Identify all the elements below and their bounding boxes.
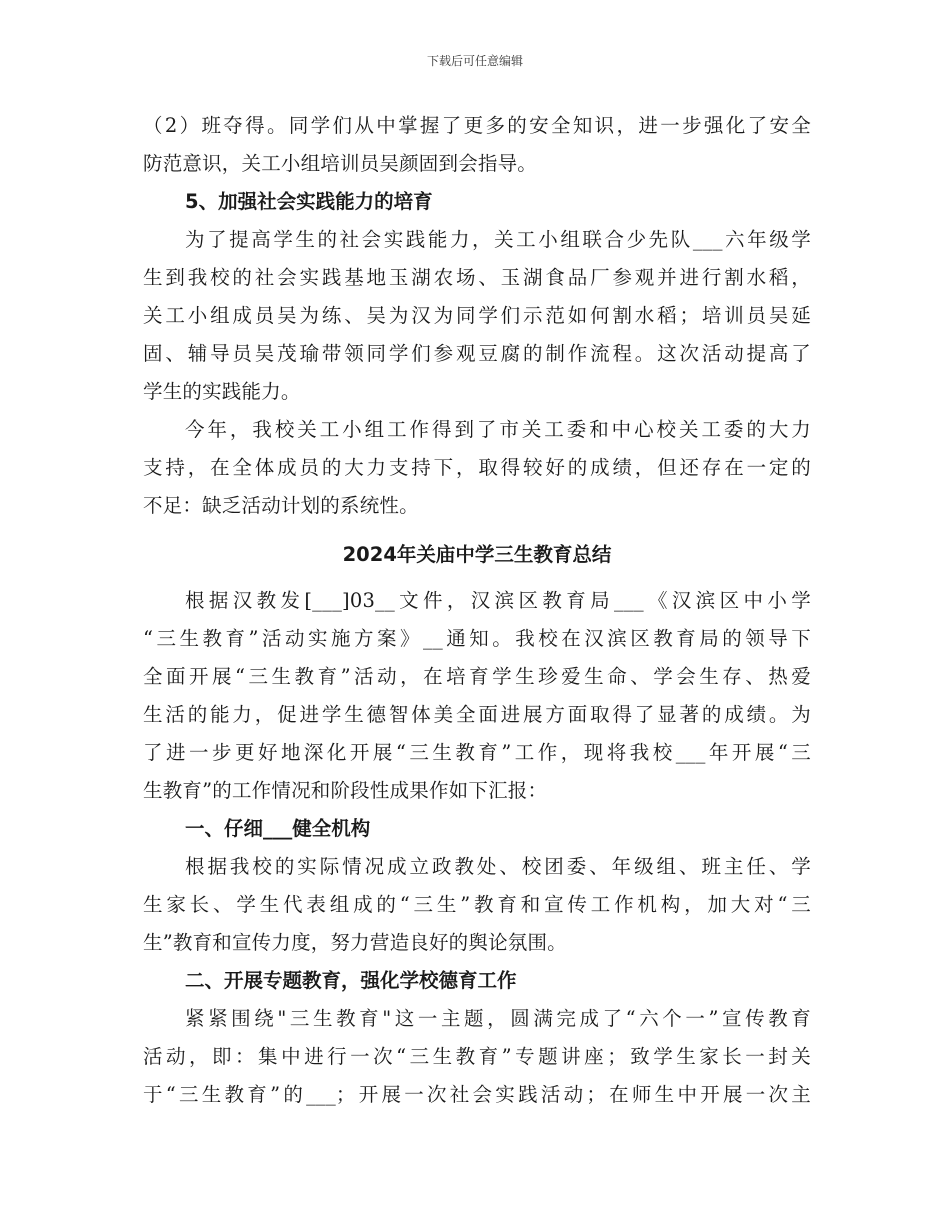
text-line: 根据我校的实际情况成立政教处、校团委、年级组、班主任、学 [185, 855, 811, 878]
text-line: 关工小组成员吴为练、吴为汉为同学们示范如何割水稻；培训员吴延 [143, 304, 811, 327]
text-line: 支持，在全体成员的大力支持下，取得较好的成绩，但还存在一定的 [143, 456, 811, 479]
section-heading-2: 二、开展专题教育，强化学校德育工作 [185, 969, 517, 992]
section-heading-1: 一、仔细___健全机构 [185, 817, 371, 840]
text-line: （2）班夺得。同学们从中掌握了更多的安全知识，进一步强化了安全 [143, 114, 811, 137]
text-line: 不足：缺乏活动计划的系统性。 [143, 494, 419, 517]
text-line: 了进一步更好地深化开展“三生教育”工作，现将我校___年开展“三 [143, 741, 811, 764]
text-line: 于“三生教育”的___；开展一次社会实践活动；在师生中开展一次主 [143, 1083, 811, 1106]
text-line: 紧紧围绕"三生教育"这一主题，圆满完成了“六个一”宣传教育 [185, 1007, 811, 1030]
text-line: 根据汉教发[___]03__文件，汉滨区教育局___《汉滨区中小学 [185, 589, 811, 612]
text-line: 活动，即：集中进行一次“三生教育”专题讲座；致学生家长一封关 [143, 1045, 811, 1068]
text-line: 生活的能力，促进学生德智体美全面进展方面取得了显著的成绩。为 [143, 703, 811, 726]
section-heading-5: 5、加强社会实践能力的培育 [185, 190, 433, 213]
document-title: 2024年关庙中学三生教育总结 [342, 543, 612, 566]
text-line: 今年，我校关工小组工作得到了市关工委和中心校关工委的大力 [185, 418, 811, 441]
text-line: 生到我校的社会实践基地玉湖农场、玉湖食品厂参观并进行割水稻， [143, 266, 811, 289]
text-line: 学生的实践能力。 [143, 380, 301, 403]
text-line: 防范意识，关工小组培训员吴颜固到会指导。 [143, 152, 538, 175]
text-line: 固、辅导员吴茂瑜带领同学们参观豆腐的制作流程。这次活动提高了 [143, 342, 811, 365]
text-line: 生教育”的工作情况和阶段性成果作如下汇报： [143, 779, 548, 802]
text-line: 为了提高学生的社会实践能力，关工小组联合少先队___六年级学 [185, 228, 811, 251]
document-body [143, 107, 811, 1114]
text-line: “三生教育”活动实施方案》__通知。我校在汉滨区教育局的领导下 [143, 627, 811, 650]
text-line: 全面开展“三生教育”活动，在培育学生珍爱生命、学会生存、热爱 [143, 665, 811, 688]
text-line: 生”教育和宣传力度，努力营造良好的舆论氛围。 [143, 931, 567, 954]
text-line: 生家长、学生代表组成的“三生”教育和宣传工作机构，加大对“三 [143, 893, 811, 916]
page-header: 下载后可任意编辑 [426, 54, 523, 68]
